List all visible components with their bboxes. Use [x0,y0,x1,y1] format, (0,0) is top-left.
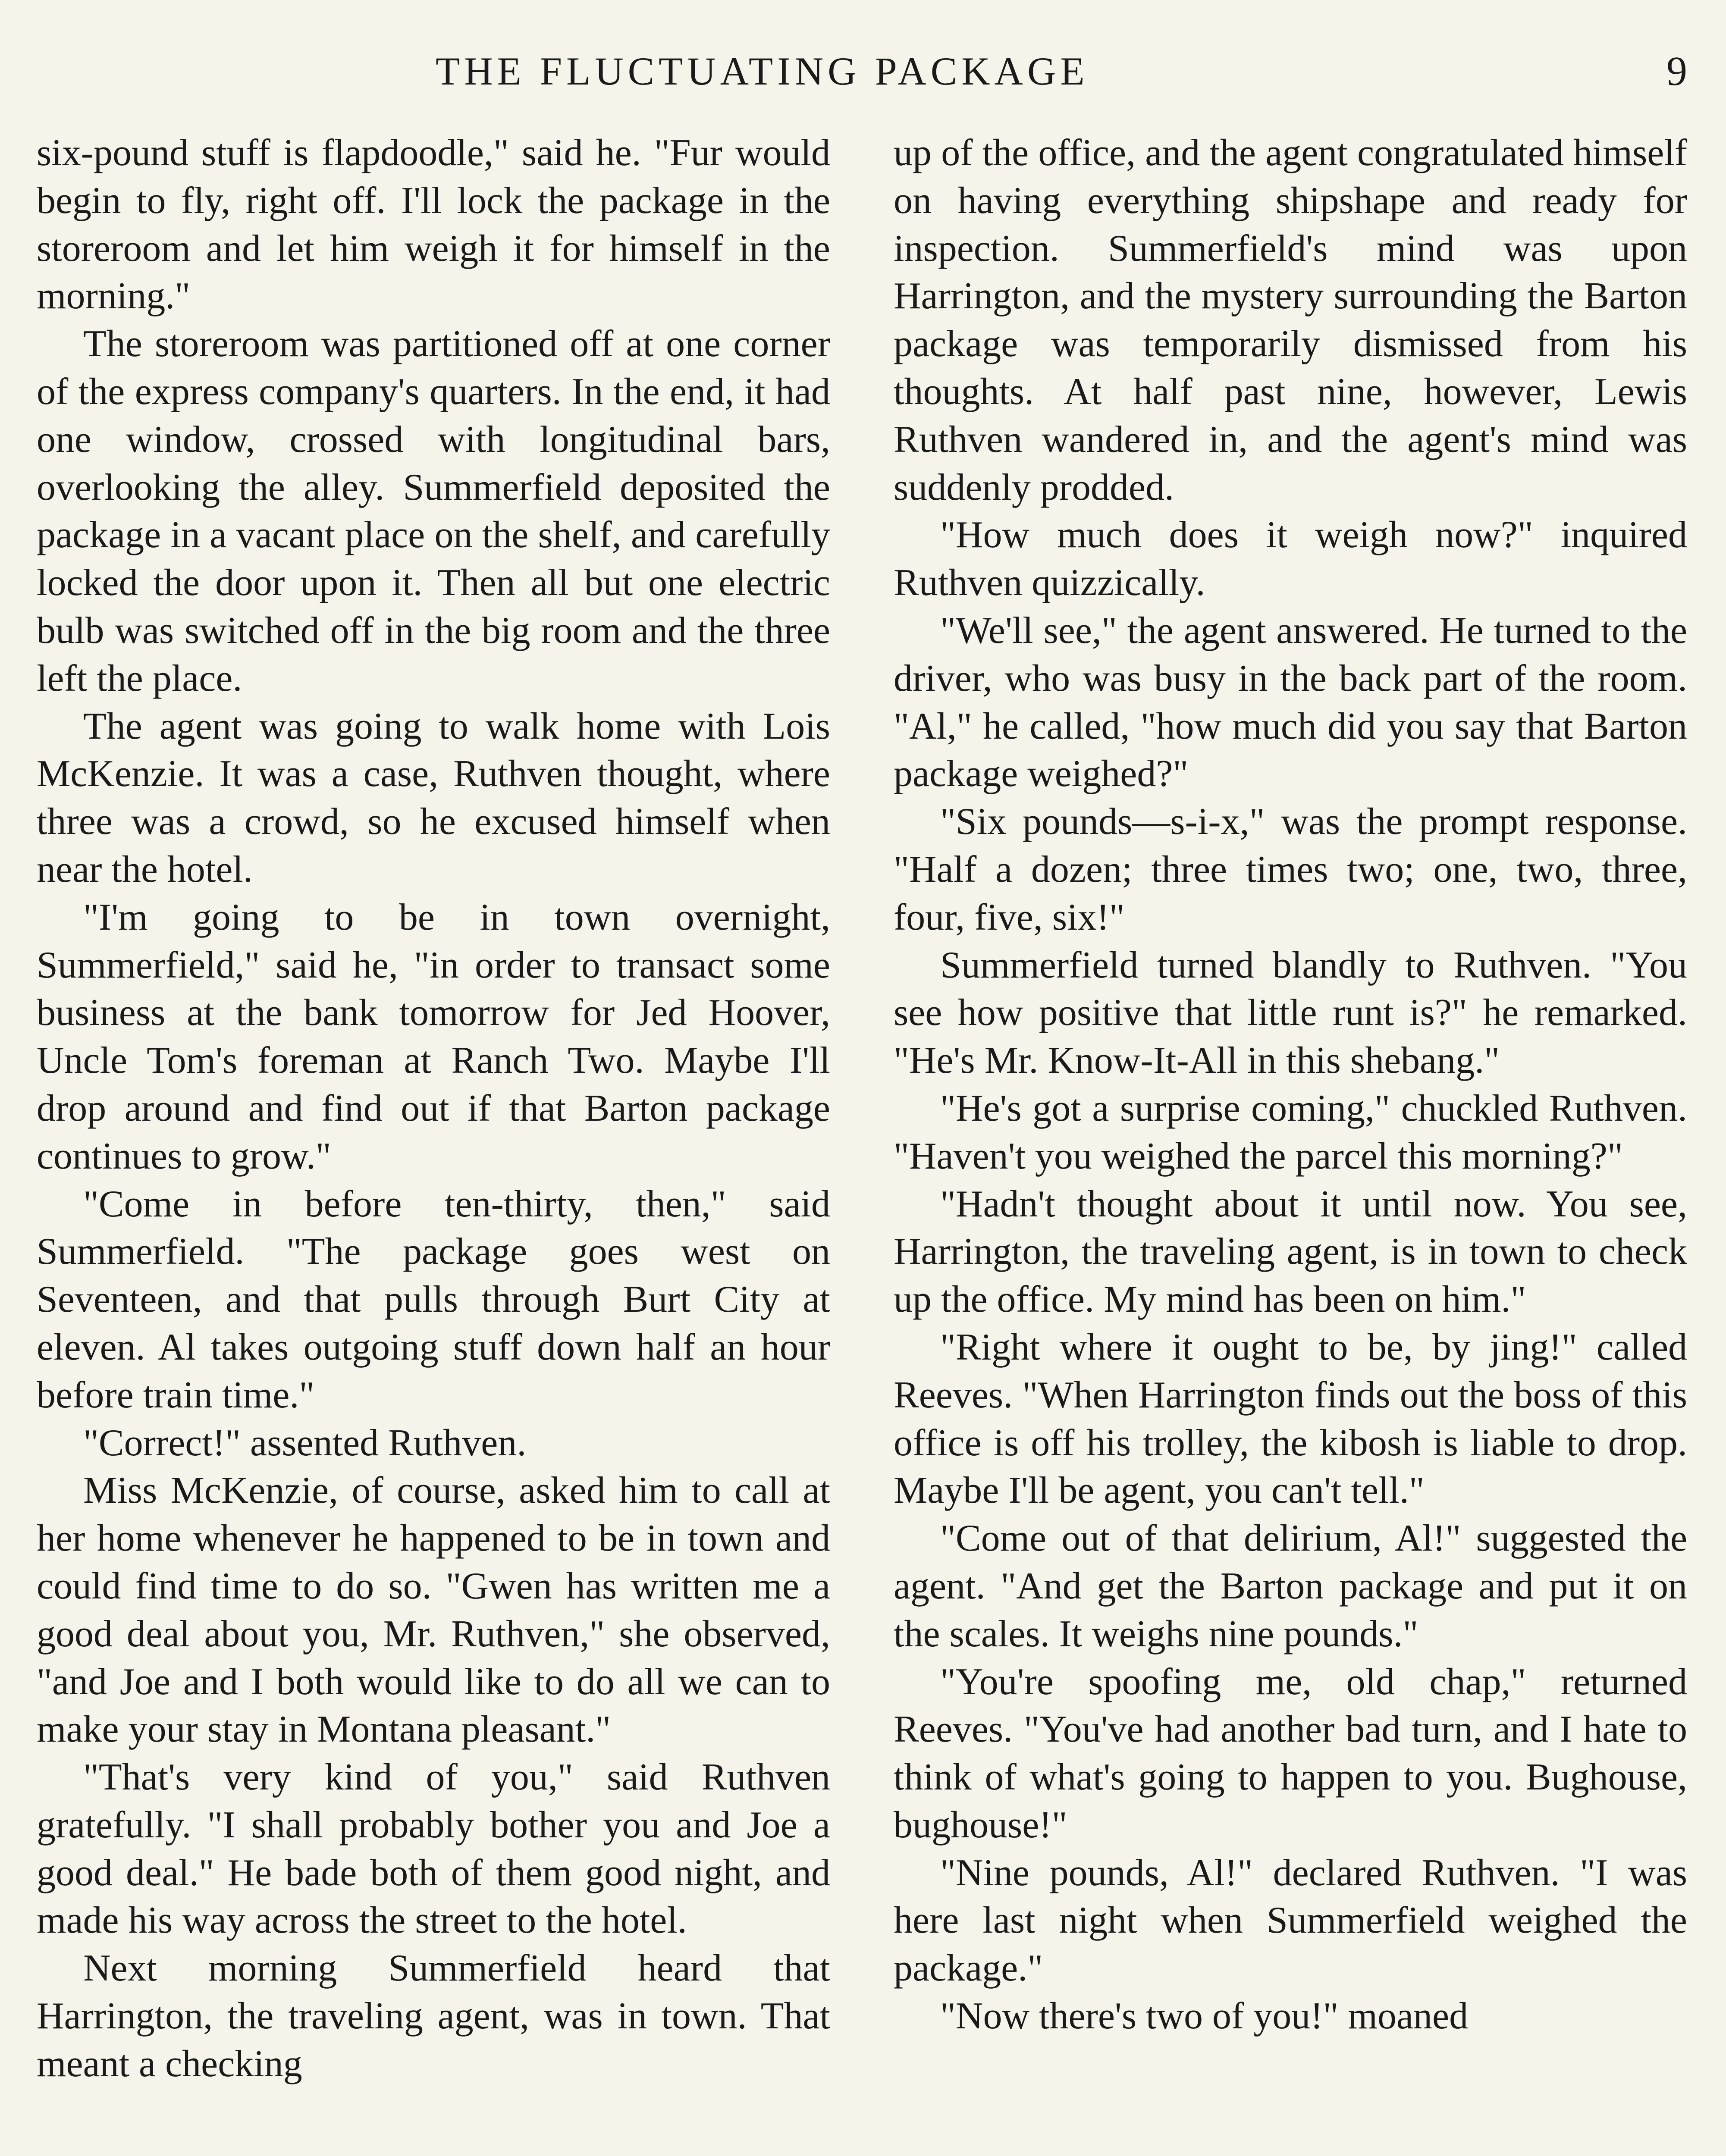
paragraph: "Right where it ought to be, by jing!" called Reeves. "When Harrington finds out the boss of this office is off his trolley, the kibosh is liable to drop. Maybe I'll be agent, you can't tell." [894,1326,1687,1512]
paragraph: "Now there's two of you!" moaned [940,1995,1469,2037]
paragraph: Next morning Summerfield heard that Harrington, the traveling agent, was in town. That meant a checking [37,1947,830,2085]
page-number: 9 [1666,48,1687,94]
page-header [0,43,1726,99]
paragraph: up of the office, and the agent congratulated himself on having everything shipshape and ready for inspection. Summerfield's mind was upon Harrington, and the mystery surrounding the Barton package was temporarily dismissed from his thoughts. At half past nine, however, Lewis Ruthven wandered in, and the agent's mind was suddenly prodded. [894,132,1687,508]
paragraph: Summerfield turned blandly to Ruthven. "You see how positive that little runt is?" he remarked. "He's Mr. Know-It-All in this shebang." [894,944,1687,1082]
paragraph: "You're spoofing me, old chap," returned Reeves. "You've had another bad turn, and I hate to think of what's going to happen to you. Bughouse, bughouse!" [894,1661,1687,1846]
paragraph: "We'll see," the agent answered. He turned to the driver, who was busy in the back part of the room. "Al," he called, "how much did you say that Barton package weighed?" [894,609,1687,795]
paragraph: "Come in before ten-thirty, then," said Summerfield. "The package goes west on Seventeen, and that pulls through Burt City at eleven. Al takes outgoing stuff down half an hour before train time." [37,1183,830,1416]
paragraph: "Correct!" assented Ruthven. [83,1422,527,1464]
paragraph: Miss McKenzie, of course, asked him to call at her home whenever he happened to be in town and could find time to do so. "Gwen has written me a good deal about you, Mr. Ruthven," she observed, "and Joe and I both would like to do all we can to make your stay in Montana pleasant." [37,1470,830,1751]
right-column [894,129,1687,2040]
paragraph: "How much does it weigh now?" inquired Ruthven quizzically. [894,514,1687,604]
paragraph: "I'm going to be in town overnight, Summerfield," said he, "in order to transact some business at the bank tomorrow for Jed Hoover, Uncle Tom's foreman at Ranch Two. Maybe I'll drop around and find out if that Barton package continues to grow." [37,896,830,1177]
running-title: THE FLUCTUATING PACKAGE [436,49,1089,93]
paragraph: "Come out of that delirium, Al!" suggested the agent. "And get the Barton package and put it on the scales. It weighs nine pounds." [894,1517,1687,1655]
paragraph: "Six pounds—s-i-x," was the prompt response. "Half a dozen; three times two; one, two, three, four, five, six!" [894,801,1687,938]
paragraph: "He's got a surprise coming," chuckled Ruthven. "Haven't you weighed the parcel this morning?" [894,1087,1687,1177]
paragraph: "That's very kind of you," said Ruthven gratefully. "I shall probably bother you and Joe a good deal." He bade both of them good night, and made his way across the street to the hotel. [37,1756,830,1942]
paragraph: "Hadn't thought about it until now. You see, Harrington, the traveling agent, is in town to check up the office. My mind has been on him." [894,1183,1687,1321]
paragraph: The agent was going to walk home with Lois McKenzie. It was a case, Ruthven thought, where three was a crowd, so he excused himself when near the hotel. [37,705,830,890]
left-column [37,129,830,2088]
paragraph: The storeroom was partitioned off at one corner of the express company's quarters. In the end, it had one window, crossed with longitudinal bars, overlooking the alley. Summerfield deposited the package in a vacant place on the shelf, and carefully locked the door upon it. Then all but one electric bulb was switched off in the big room and the three left the place. [37,323,830,699]
paragraph: six-pound stuff is flapdoodle," said he. "Fur would begin to fly, right off. I'll lock the package in the storeroom and let him weigh it for himself in the morning." [37,132,830,317]
paragraph: "Nine pounds, Al!" declared Ruthven. "I was here last night when Summerfield weighed the package." [894,1852,1687,1990]
